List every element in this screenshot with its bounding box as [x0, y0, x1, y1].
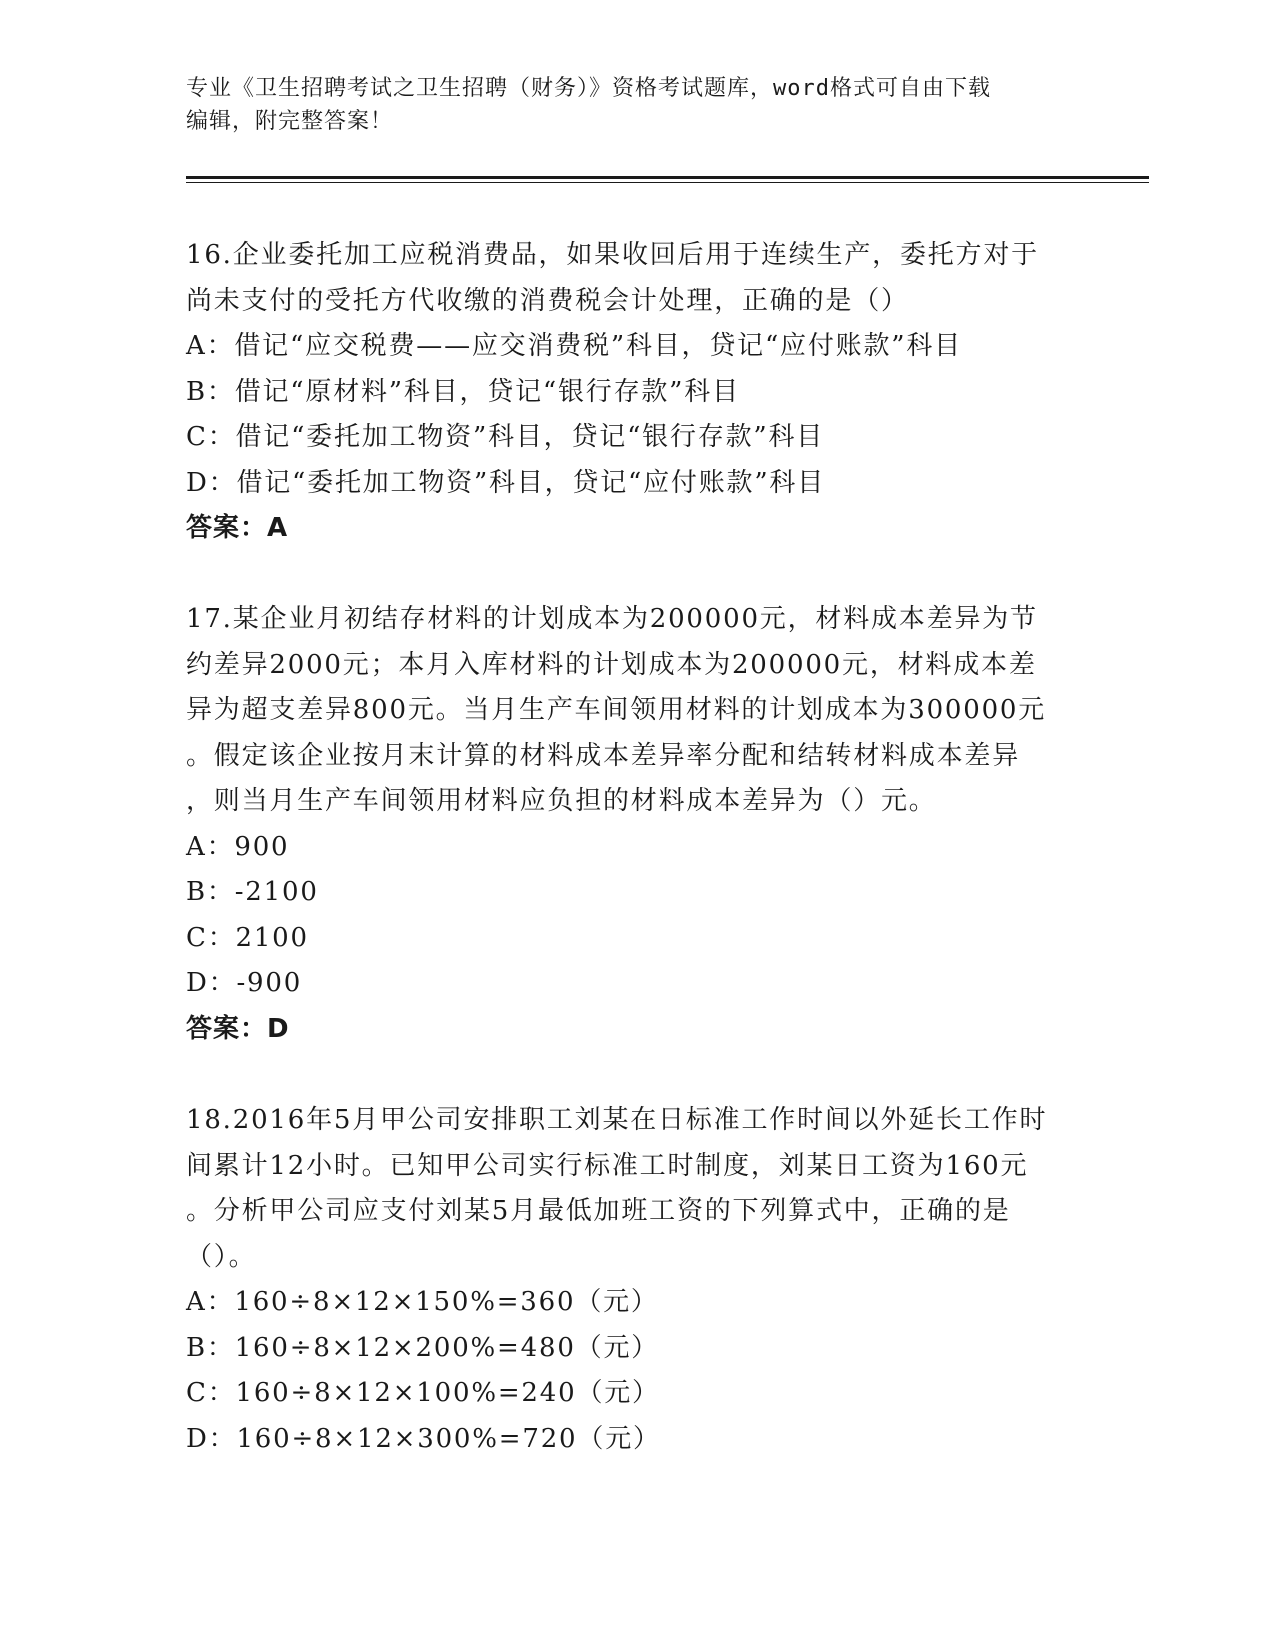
- option-c: C：2100: [186, 922, 309, 953]
- question-16: [186, 233, 1086, 552]
- option-a: A：160÷8×12×150%=360（元）: [186, 1287, 659, 1317]
- header-line-1: 专业《卫生招聘考试之卫生招聘（财务）》资格考试题库，word格式可自由下载: [186, 76, 991, 101]
- question-17: [186, 597, 1086, 1052]
- header-divider-thick: [186, 176, 1149, 179]
- question-18: [186, 1098, 1086, 1462]
- page-header: [186, 72, 1066, 138]
- question-stem-line: 16.企业委托加工应税消费品，如果收回后用于连续生产，委托方对于: [186, 240, 1039, 270]
- option-c: C：借记“委托加工物资”科目，贷记“银行存款”科目: [186, 422, 825, 452]
- option-d: D：-900: [186, 968, 303, 998]
- option-b: B：借记“原材料”科目，贷记“银行存款”科目: [186, 376, 740, 407]
- option-d: D：借记“委托加工物资”科目，贷记“应付账款”科目: [186, 467, 826, 498]
- option-c: C：160÷8×12×100%=240（元）: [186, 1378, 660, 1408]
- option-b: B：-2100: [186, 877, 319, 907]
- question-stem-line: 间累计12小时。已知甲公司实行标准工时制度，刘某日工资为160元: [186, 1150, 1029, 1181]
- option-a: A：900: [186, 831, 290, 862]
- header-divider-thin: [186, 182, 1149, 183]
- answer-label: 答案：D: [186, 1013, 290, 1044]
- question-stem-line: 约差异2000元；本月入库材料的计划成本为200000元，材料成本差: [186, 649, 1037, 680]
- option-d: D：160÷8×12×300%=720（元）: [186, 1423, 661, 1454]
- question-stem-line: （）。: [186, 1241, 257, 1272]
- question-stem-line: 18.2016年5月甲公司安排职工刘某在日标准工作时间以外延长工作时: [186, 1105, 1048, 1135]
- answer-label: 答案：A: [186, 513, 289, 543]
- question-stem-line: 尚未支付的受托方代收缴的消费税会计处理，正确的是（）: [186, 285, 909, 316]
- option-a: A：借记“应交税费——应交消费税”科目，贷记“应付账款”科目: [186, 331, 962, 361]
- option-b: B：160÷8×12×200%=480（元）: [186, 1332, 660, 1363]
- question-stem-line: 。假定该企业按月末计算的材料成本差异率分配和结转材料成本差异: [186, 740, 1021, 771]
- question-stem-line: 。分析甲公司应支付刘某5月最低加班工资的下列算式中，正确的是: [186, 1196, 1011, 1226]
- question-stem-line: 17.某企业月初结存材料的计划成本为200000元，材料成本差异为节: [186, 604, 1038, 634]
- header-line-2: 编辑，附完整答案！: [186, 109, 394, 134]
- question-stem-line: 异为超支差异800元。当月生产车间领用材料的计划成本为300000元: [186, 695, 1047, 725]
- question-stem-line: ，则当月生产车间领用材料应负担的材料成本差异为（）元。: [186, 786, 937, 816]
